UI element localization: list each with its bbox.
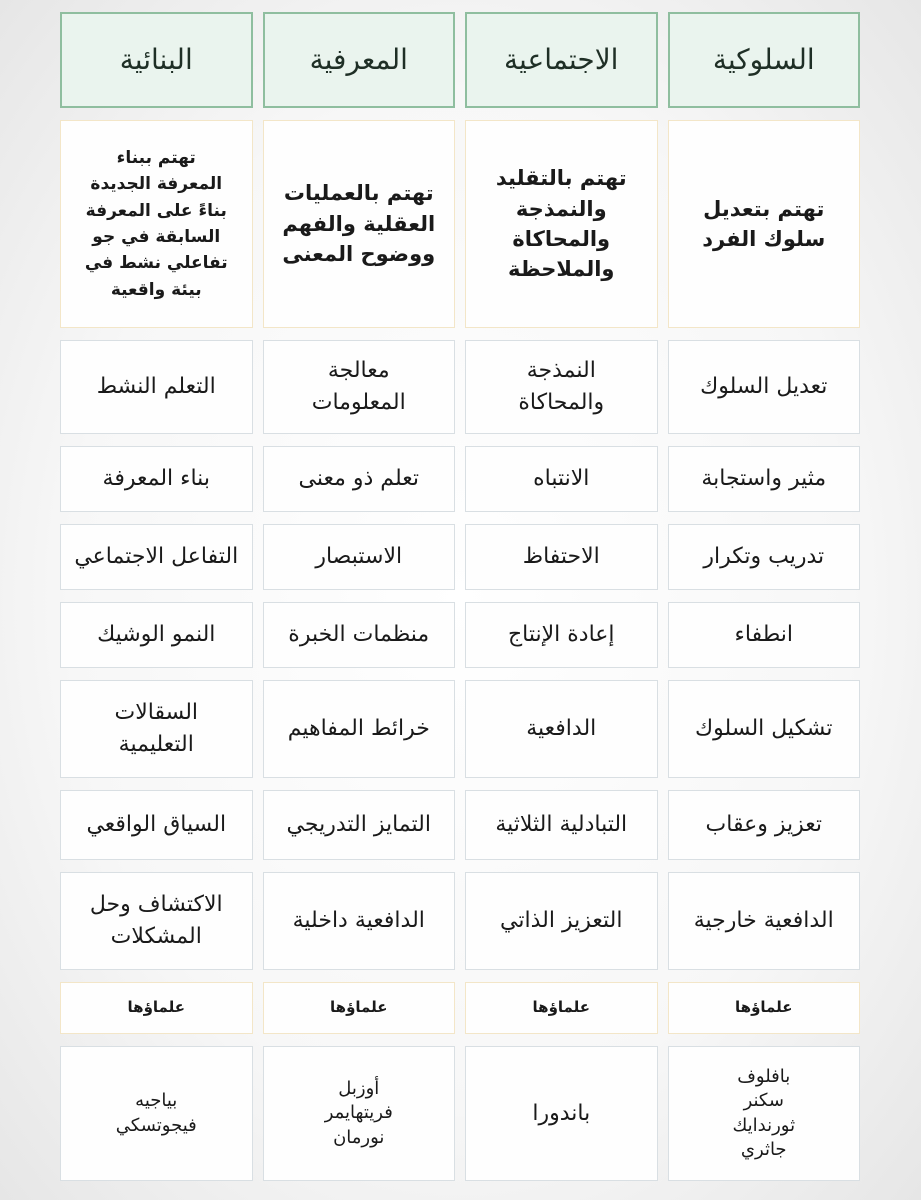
description-cognitive: تهتم بالعمليات العقلية والفهم ووضوح المعنى <box>263 120 456 328</box>
header-cognitive: المعرفية <box>263 12 456 108</box>
concept-cell: منظمات الخبرة <box>263 602 456 668</box>
header-constructivist: البنائية <box>60 12 253 108</box>
concept-cell: الدافعية داخلية <box>263 872 456 970</box>
header-behavioral: السلوكية <box>668 12 861 108</box>
concept-cell: انطفاء <box>668 602 861 668</box>
concept-cell: التفاعل الاجتماعي <box>60 524 253 590</box>
theories-table <box>60 12 860 1181</box>
concept-cell: التبادلية الثلاثية <box>465 790 658 860</box>
concept-cell: تعديل السلوك <box>668 340 861 434</box>
scholars-behavioral: بافلوف سكنر ثورندايك جاثري <box>668 1046 861 1181</box>
scholars-social: باندورا <box>465 1046 658 1181</box>
concept-cell: الاكتشاف وحل المشكلات <box>60 872 253 970</box>
concept-cell: النمو الوشيك <box>60 602 253 668</box>
concept-cell: الانتباه <box>465 446 658 512</box>
scholars-constructivist: بياجيه فيجوتسكي <box>60 1046 253 1181</box>
concept-cell: الدافعية <box>465 680 658 778</box>
concept-cell: الدافعية خارجية <box>668 872 861 970</box>
concept-cell: الاستبصار <box>263 524 456 590</box>
concept-cell: السقالات التعليمية <box>60 680 253 778</box>
scholars-label: علماؤها <box>60 982 253 1034</box>
concept-cell: التعلم النشط <box>60 340 253 434</box>
concept-cell: تعلم ذو معنى <box>263 446 456 512</box>
description-constructivist: تهتم ببناء المعرفة الجديدة بناءً على المعرفة السابقة في جو تفاعلي نشط في بيئة واقعية <box>60 120 253 328</box>
header-social: الاجتماعية <box>465 12 658 108</box>
concept-cell: مثير واستجابة <box>668 446 861 512</box>
concept-cell: التعزيز الذاتي <box>465 872 658 970</box>
concept-cell: تدريب وتكرار <box>668 524 861 590</box>
scholars-cognitive: أوزبل فريتهايمر نورمان <box>263 1046 456 1181</box>
concept-cell: إعادة الإنتاج <box>465 602 658 668</box>
concept-cell: الاحتفاظ <box>465 524 658 590</box>
concept-cell: خرائط المفاهيم <box>263 680 456 778</box>
concept-cell: معالجة المعلومات <box>263 340 456 434</box>
concept-cell: التمايز التدريجي <box>263 790 456 860</box>
concept-cell: تعزيز وعقاب <box>668 790 861 860</box>
description-social: تهتم بالتقليد والنمذجة والمحاكاة والملاحظة <box>465 120 658 328</box>
description-behavioral: تهتم بتعديل سلوك الفرد <box>668 120 861 328</box>
concept-cell: السياق الواقعي <box>60 790 253 860</box>
scholars-label: علماؤها <box>465 982 658 1034</box>
scholars-label: علماؤها <box>668 982 861 1034</box>
concept-cell: النمذجة والمحاكاة <box>465 340 658 434</box>
concept-cell: تشكيل السلوك <box>668 680 861 778</box>
scholars-label: علماؤها <box>263 982 456 1034</box>
concept-cell: بناء المعرفة <box>60 446 253 512</box>
